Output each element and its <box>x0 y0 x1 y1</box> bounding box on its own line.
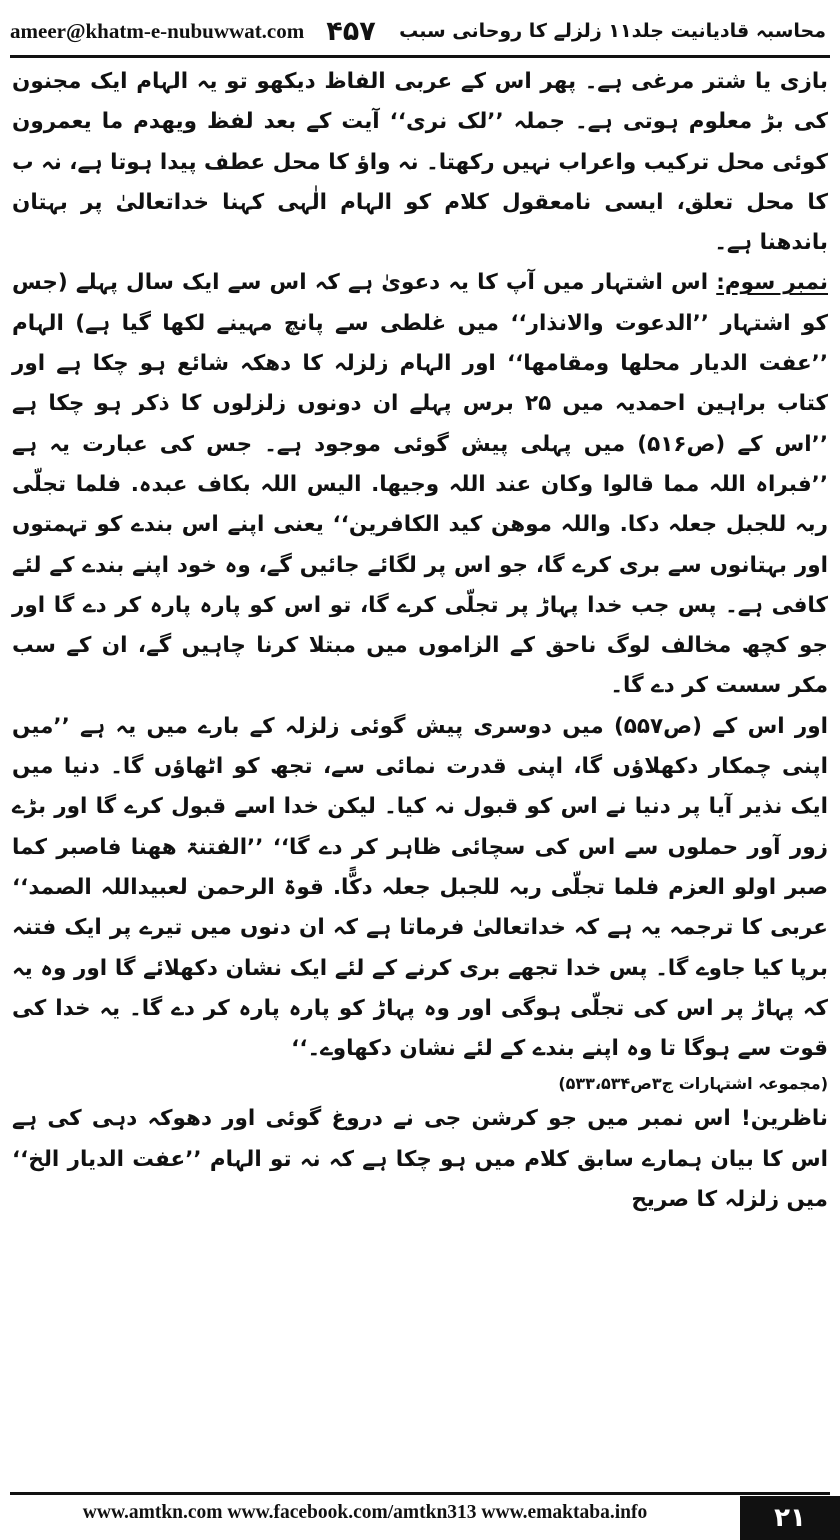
paragraph-1: بازی یا شتر مرغی ہے۔ پھر اس کے عربی الفاظ دیکھو تو یہ الہام ایک مجنون کی بڑ معلوم ہوتی ہے۔ جملہ ’’لک نری‘‘ آیت کے بعد لفظ ویھدم ما یعمرون کوئی محل ترکیب واعراب نہیں رکھتا۔ نہ واؤ کا محل عطف پیدا ہوتا ہے، نہ ب کا محل تعلق، ایسی نامعقول کلام کو الہام الٰہی کہنا خداتعالیٰ پر بہتان باندھنا ہے۔ <box>12 69 828 256</box>
header-title: محاسبہ قادیانیت جلد۱۱ زلزلے کا روحانی سبب <box>399 20 826 42</box>
header-divider <box>10 55 830 58</box>
page-header <box>10 12 830 50</box>
paragraph-2 <box>12 263 828 706</box>
paragraph-2-text: اس اشتہار میں آپ کا یہ دعویٰ ہے کہ اس سے ایک سال پہلے (جس کو اشتہار ’’الدعوت والانذار‘‘ میں غلطی سے پانچ مہینے لکھا گیا ہے) الہام ’’عفت الدیار محلھا ومقامھا‘‘ اور الہام زلزلہ کا دھکہ شائع ہو چکا ہے اور کتاب براہین احمدیہ میں ۲۵ برس پہلے ان دونوں زلزلوں کا ذکر ہو چکا ہے ’’اس کے (ص۵۱۶) میں پہلی پیش گوئی موجود ہے۔ جس کی عبارت یہ ہے ’’فبراہ اللہ مما قالوا وکان عند اللہ وجیھا. الیس اللہ بکاف عبدہ. فلما تجلّی ربہ للجبل جعلہ دکا. واللہ موھن کید الکافرین‘‘ یعنی اپنے اس بندے کو تہمتوں اور بہتانوں سے بری کرے گا، جو اس پر لگائے جائیں گے، وہ خود اپنے بندے کے لئے کافی ہے۔ پس جب خدا پہاڑ پر تجلّی کرے گا، تو اس کو پارہ پارہ کر دے گا اور جو کچھ مخالف لوگ ناحق کے الزاموں میں مبتلا کرنا چاہیں گے، ان کے سب مکر سست کر دے گا۔ <box>12 270 828 699</box>
numbered-label: نمبر سوم: <box>716 270 828 296</box>
footer-divider <box>10 1492 830 1495</box>
footer-page-number: ۲۱ <box>740 1496 840 1540</box>
header-email[interactable]: ameer@khatm-e-nubuwwat.com <box>10 18 305 43</box>
page-body <box>12 62 828 1482</box>
header-page-number: ۴۵۷ <box>326 15 376 47</box>
paragraph-3: اور اس کے (ص۵۵۷) میں دوسری پیش گوئی زلزلہ کے بارے میں یہ ہے ’’میں اپنی چمکار دکھلاؤں گا، اپنی قدرت نمائی سے، تجھ کو اٹھاؤں گا۔ دنیا میں ایک نذیر آیا پر دنیا نے اس کو قبول نہ کیا۔ لیکن خدا اسے قبول کرے گا اور بڑے زور آور حملوں سے اس کی سچائی ظاہر کر دے گا‘‘ ’’الفتنۃ ھھنا فاصبر کما صبر اولو العزم فلما تجلّی ربہ للجبل جعلہ دکًّا. قوۃ الرحمن لعبیداللہ الصمد‘‘ عربی کا ترجمہ یہ ہے کہ خداتعالیٰ فرماتا ہے کہ ان دنوں میں تیرے پر ایک فتنہ برپا کیا جاوے گا۔ پس خدا تجھے بری کرنے کے لئے ایک نشان دکھلائے گا اور وہ یہ کہ پہاڑ پر اس کی تجلّی ہوگی اور وہ پہاڑ کو پارہ پارہ کر دے گا۔ یہ خدا کی قوت سے ہوگا تا وہ اپنے بندے کے لئے نشان دکھاوے۔‘‘ <box>12 713 829 1062</box>
reference-citation: (مجموعہ اشتہارات ج۳ص۵۳۳،۵۳۴) <box>558 1074 828 1094</box>
closing-paragraph: ناظرین! اس نمبر میں جو کرشن جی نے دروغ گوئی اور دھوکہ دہی کی ہے اس کا بیان ہمارے سابق کلام میں ہو چکا ہے کہ نہ تو الہام ’’عفت الدیار الخ‘‘ میں زلزلہ کا صریح <box>12 1106 828 1213</box>
footer-links[interactable]: www.amtkn.com www.facebook.com/amtkn313 www.emaktaba.info <box>82 1502 648 1523</box>
page-footer <box>0 1490 840 1540</box>
